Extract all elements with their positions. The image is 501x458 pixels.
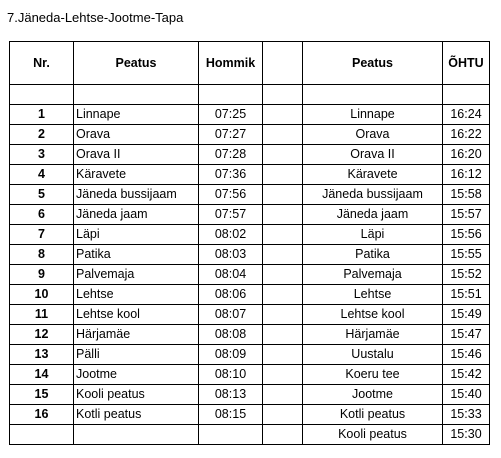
- cell-stop: Käravete: [74, 165, 199, 185]
- spacer-cell: [10, 85, 74, 105]
- cell-morning-time: 08:03: [199, 245, 263, 265]
- cell-stop-return: Orava: [303, 125, 443, 145]
- page-title: 7.Jäneda-Lehtse-Jootme-Tapa: [7, 10, 184, 25]
- cell-nr: 15: [10, 385, 74, 405]
- cell-morning-time: 08:06: [199, 285, 263, 305]
- cell-stop: Läpi: [74, 225, 199, 245]
- cell-nr: 16: [10, 405, 74, 425]
- cell-blank: [263, 145, 303, 165]
- table-row: [10, 165, 490, 185]
- cell-morning-time: 08:04: [199, 265, 263, 285]
- cell-blank: [263, 345, 303, 365]
- cell-nr: 2: [10, 125, 74, 145]
- spacer-cell: [263, 85, 303, 105]
- header-evening: ÕHTU: [443, 42, 490, 85]
- cell-blank: [263, 365, 303, 385]
- cell-stop: [74, 425, 199, 445]
- cell-evening-time: 16:20: [443, 145, 490, 165]
- table-row: [10, 325, 490, 345]
- cell-stop: Linnape: [74, 105, 199, 125]
- cell-blank: [263, 185, 303, 205]
- header-nr: Nr.: [10, 42, 74, 85]
- spacer-cell: [74, 85, 199, 105]
- cell-morning-time: 08:13: [199, 385, 263, 405]
- table-row: [10, 245, 490, 265]
- table-row: [10, 105, 490, 125]
- cell-evening-time: 15:52: [443, 265, 490, 285]
- cell-morning-time: 08:02: [199, 225, 263, 245]
- cell-stop: Patika: [74, 245, 199, 265]
- cell-stop-return: Käravete: [303, 165, 443, 185]
- cell-nr: 6: [10, 205, 74, 225]
- cell-blank: [263, 105, 303, 125]
- cell-nr: 11: [10, 305, 74, 325]
- cell-blank: [263, 385, 303, 405]
- cell-morning-time: 07:36: [199, 165, 263, 185]
- cell-evening-time: 15:56: [443, 225, 490, 245]
- header-morning: Hommik: [199, 42, 263, 85]
- cell-evening-time: 15:33: [443, 405, 490, 425]
- cell-blank: [263, 405, 303, 425]
- cell-evening-time: 15:51: [443, 285, 490, 305]
- cell-stop-return: Linnape: [303, 105, 443, 125]
- cell-stop-return: Lehtse kool: [303, 305, 443, 325]
- cell-stop-return: Kotli peatus: [303, 405, 443, 425]
- cell-morning-time: 07:27: [199, 125, 263, 145]
- cell-stop-return: Jäneda bussijaam: [303, 185, 443, 205]
- cell-nr: 5: [10, 185, 74, 205]
- cell-stop-return: Lehtse: [303, 285, 443, 305]
- spacer-row: [10, 85, 490, 105]
- table-row: [10, 345, 490, 365]
- cell-stop-return: Uustalu: [303, 345, 443, 365]
- cell-stop: Lehtse: [74, 285, 199, 305]
- cell-nr: 4: [10, 165, 74, 185]
- cell-evening-time: 15:49: [443, 305, 490, 325]
- cell-stop: Jäneda bussijaam: [74, 185, 199, 205]
- spacer-cell: [199, 85, 263, 105]
- table-row: [10, 185, 490, 205]
- cell-evening-time: 15:46: [443, 345, 490, 365]
- cell-stop: Palvemaja: [74, 265, 199, 285]
- table-row: [10, 225, 490, 245]
- cell-nr: 9: [10, 265, 74, 285]
- cell-evening-time: 16:22: [443, 125, 490, 145]
- header-stop-return: Peatus: [303, 42, 443, 85]
- cell-evening-time: 16:12: [443, 165, 490, 185]
- cell-blank: [263, 305, 303, 325]
- cell-evening-time: 16:24: [443, 105, 490, 125]
- table-row: [10, 385, 490, 405]
- cell-blank: [263, 325, 303, 345]
- cell-blank: [263, 245, 303, 265]
- cell-stop-return: Läpi: [303, 225, 443, 245]
- cell-nr: 12: [10, 325, 74, 345]
- cell-nr: 7: [10, 225, 74, 245]
- cell-blank: [263, 165, 303, 185]
- cell-evening-time: 15:57: [443, 205, 490, 225]
- cell-stop-return: Härjamäe: [303, 325, 443, 345]
- cell-evening-time: 15:58: [443, 185, 490, 205]
- cell-nr: 8: [10, 245, 74, 265]
- cell-nr: 10: [10, 285, 74, 305]
- cell-nr: [10, 425, 74, 445]
- cell-morning-time: 07:28: [199, 145, 263, 165]
- cell-evening-time: 15:42: [443, 365, 490, 385]
- cell-morning-time: 08:07: [199, 305, 263, 325]
- cell-nr: 1: [10, 105, 74, 125]
- cell-blank: [263, 425, 303, 445]
- header-blank: [263, 42, 303, 85]
- cell-nr: 14: [10, 365, 74, 385]
- cell-stop: Lehtse kool: [74, 305, 199, 325]
- cell-stop: Kotli peatus: [74, 405, 199, 425]
- cell-stop-return: Patika: [303, 245, 443, 265]
- cell-stop-return: Koeru tee: [303, 365, 443, 385]
- cell-stop-return: Kooli peatus: [303, 425, 443, 445]
- cell-stop: Jootme: [74, 365, 199, 385]
- cell-stop: Härjamäe: [74, 325, 199, 345]
- table-row: [10, 305, 490, 325]
- cell-morning-time: 07:56: [199, 185, 263, 205]
- cell-evening-time: 15:55: [443, 245, 490, 265]
- cell-morning-time: 08:08: [199, 325, 263, 345]
- cell-blank: [263, 125, 303, 145]
- cell-blank: [263, 265, 303, 285]
- cell-morning-time: 08:09: [199, 345, 263, 365]
- table-row: [10, 145, 490, 165]
- cell-morning-time: [199, 425, 263, 445]
- table-row: [10, 285, 490, 305]
- cell-stop: Orava: [74, 125, 199, 145]
- cell-evening-time: 15:40: [443, 385, 490, 405]
- cell-blank: [263, 285, 303, 305]
- cell-morning-time: 07:25: [199, 105, 263, 125]
- table-row: [10, 205, 490, 225]
- table-row: [10, 425, 490, 445]
- table-row: [10, 125, 490, 145]
- cell-stop-return: Palvemaja: [303, 265, 443, 285]
- table-row: [10, 265, 490, 285]
- cell-stop: Orava II: [74, 145, 199, 165]
- spacer-cell: [443, 85, 490, 105]
- schedule-table: [9, 41, 490, 445]
- table-row: [10, 405, 490, 425]
- header-stop: Peatus: [74, 42, 199, 85]
- cell-stop-return: Jäneda jaam: [303, 205, 443, 225]
- cell-morning-time: 08:15: [199, 405, 263, 425]
- header-row: [10, 42, 490, 85]
- spacer-cell: [303, 85, 443, 105]
- cell-stop: Pälli: [74, 345, 199, 365]
- schedule-body: [10, 42, 490, 445]
- cell-blank: [263, 225, 303, 245]
- cell-evening-time: 15:30: [443, 425, 490, 445]
- cell-stop: Kooli peatus: [74, 385, 199, 405]
- cell-stop: Jäneda jaam: [74, 205, 199, 225]
- cell-morning-time: 07:57: [199, 205, 263, 225]
- cell-nr: 3: [10, 145, 74, 165]
- cell-nr: 13: [10, 345, 74, 365]
- cell-stop-return: Jootme: [303, 385, 443, 405]
- cell-morning-time: 08:10: [199, 365, 263, 385]
- cell-evening-time: 15:47: [443, 325, 490, 345]
- cell-blank: [263, 205, 303, 225]
- cell-stop-return: Orava II: [303, 145, 443, 165]
- table-row: [10, 365, 490, 385]
